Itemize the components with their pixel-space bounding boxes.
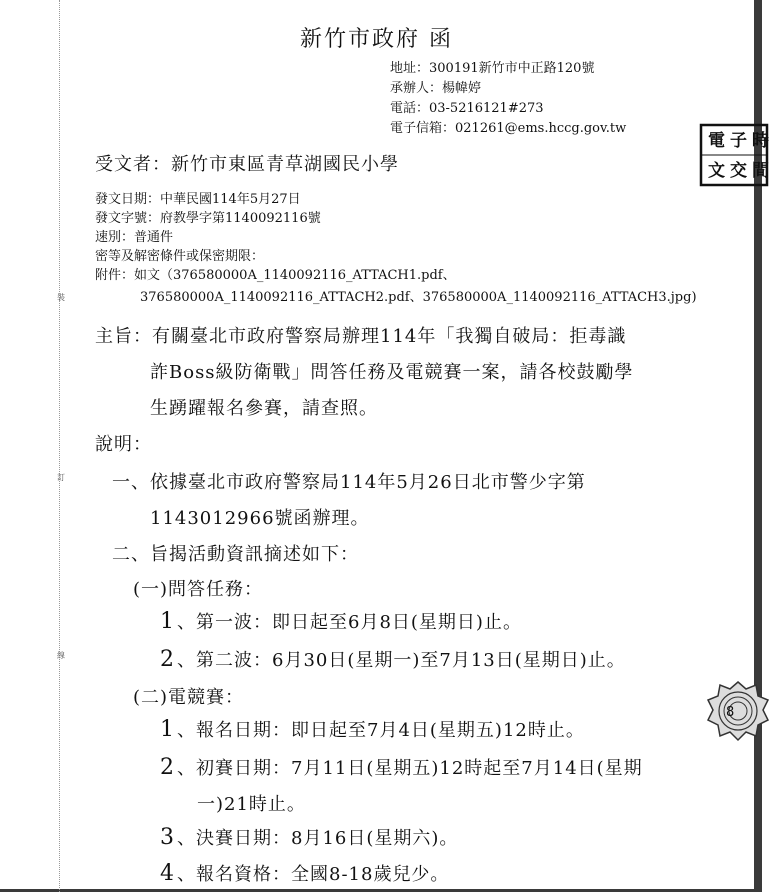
sub-section-2-heading: (二)電競賽： [133,687,245,708]
sub-2-item-1 [160,716,585,742]
sub-2-item-1-text: 、報名日期：即日起至7月4日(星期五)12時止。 [177,720,585,741]
sub-2-item-4 [160,860,449,886]
sub-2-item-2 [160,754,643,780]
sub-section-1-heading: (一)問答任務： [133,579,264,600]
subject-line-2: 詐Boss級防衛戰」問答任務及電競賽一案，請各校鼓勵學 [150,362,634,383]
sub-2-item-1-num: 1 [160,717,175,742]
sub-2-item-3-text: 、決賽日期：8月16日(星期六)。 [177,828,459,849]
electronic-transmission-stamp [700,124,769,186]
seal-label: 8 [726,705,735,720]
sub-2-item-3-num: 3 [160,825,175,850]
subject-line-3: 生踴躍報名參賽，請查照。 [150,398,378,419]
sub-2-item-4-num: 4 [160,861,175,886]
security-level: 密等及解密條件或保密期限： [95,249,265,264]
stamp-char-2: 子 [730,131,747,151]
sub-1-item-2 [160,646,626,672]
attachment-line-1: 附件：如文（376580000A_1140092116_ATTACH1.pdf、 [95,268,456,283]
binding-mark-xian: 線 [57,651,65,660]
sender-phone: 電話：03-5216121#273 [390,101,544,116]
sub-1-item-1-num: 1 [160,609,175,634]
subject-line-1: 主旨：有關臺北市政府警察局辦理114年「我獨自破局：拒毒識 [95,326,627,347]
explanation-item-1-line-2: 1143012966號函辦理。 [150,508,370,529]
binding-mark-ding: 訂 [57,473,65,482]
issue-date: 發文日期：中華民國114年5月27日 [95,192,301,207]
stamp-char-1: 電 [708,131,725,151]
binding-line [59,0,60,892]
explanation-item-2: 二、旨揭活動資訊摘述如下： [112,544,359,565]
sub-2-item-2-continued: 一)21時止。 [197,794,306,815]
stamp-char-4: 交 [730,161,747,181]
attachment-line-2: 376580000A_1140092116_ATTACH2.pdf、376580000A_1140092116_ATTACH3.jpg) [140,290,697,305]
sub-2-item-2-num: 2 [160,755,175,780]
sub-1-item-2-text: 、第二波：6月30日(星期一)至7月13日(星期日)止。 [177,650,626,671]
explanation-heading: 說明： [95,434,152,455]
sub-1-item-1 [160,608,522,634]
document-title: 新竹市政府 函 [300,27,453,52]
recipient: 受文者：新竹市東區青草湖國民小學 [95,154,399,175]
explanation-item-1-line-1: 一、依據臺北市政府警察局114年5月26日北市警少字第 [112,472,586,493]
sender-handler: 承辦人：楊幃婷 [390,81,482,96]
official-seal [706,680,754,742]
sub-2-item-3 [160,824,458,850]
sub-2-item-2-text: 、初賽日期：7月11日(星期五)12時起至7月14日(星期 [177,758,643,779]
sub-1-item-1-text: 、第一波：即日起至6月8日(星期日)止。 [177,612,522,633]
stamp-char-5: 時 [752,131,769,151]
delivery-speed: 速別：普通件 [95,230,174,245]
sub-2-item-4-text: 、報名資格：全國8-18歲兒少。 [177,864,450,885]
binding-mark-zhuang: 裝 [57,293,65,302]
sender-address: 地址：300191新竹市中正路120號 [390,61,595,76]
sub-1-item-2-num: 2 [160,647,175,672]
stamp-char-6: 間 [752,161,769,181]
document-number: 發文字號：府教學字第1140092116號 [95,211,321,226]
sender-email: 電子信箱：021261@ems.hccg.gov.tw [390,121,627,136]
stamp-char-3: 文 [708,161,725,181]
